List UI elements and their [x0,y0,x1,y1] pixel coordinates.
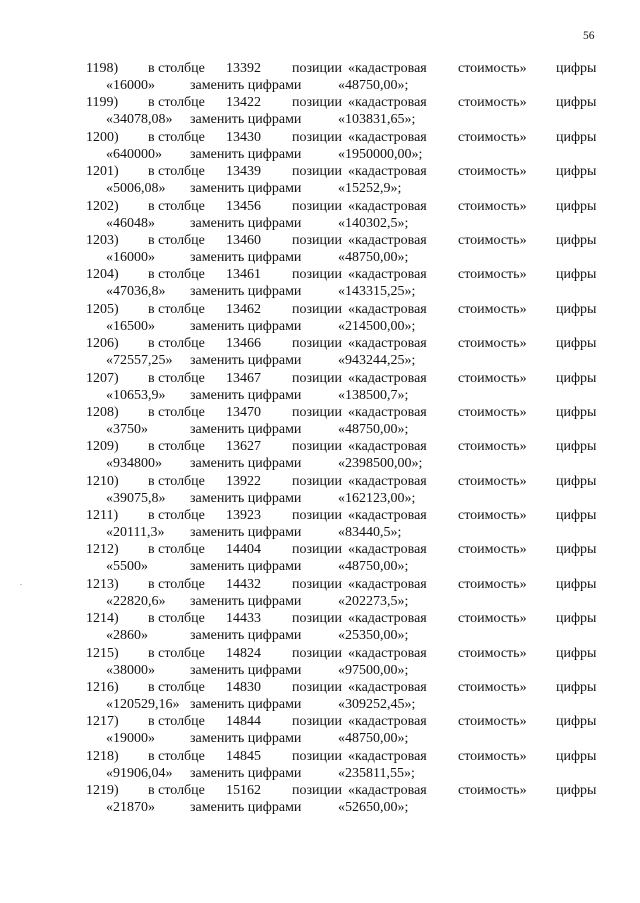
in-column-label: в столбце [148,336,205,352]
column-number: 14830 [226,680,261,696]
digits-label: цифры [556,95,597,111]
position-label: позиции [292,783,342,799]
new-value: «52650,00»; [338,800,409,816]
column-number: 13439 [226,164,261,180]
entry-line-2 [0,662,640,679]
position-label: позиции [292,198,342,214]
new-value: «138500,7»; [338,387,409,403]
old-value: «934800» [106,456,162,472]
entry-line-2 [0,490,640,507]
list-item [0,679,640,713]
old-value: «120529,16» [106,697,180,713]
value-label: стоимость» [458,542,527,558]
entry-number: 1198) [86,61,119,76]
list-item [0,129,640,163]
cadastral-label: «кадастровая [348,336,427,352]
value-label: стоимость» [458,61,527,76]
column-number: 13422 [226,95,261,111]
entry-line-1 [0,129,640,146]
entry-line-1 [0,610,640,627]
digits-label: цифры [556,645,597,661]
replace-label: заменить цифрами [190,765,302,781]
entry-number: 1218) [86,748,119,764]
position-label: позиции [292,439,342,455]
list-item [0,94,640,128]
list-item [0,163,640,197]
column-number: 13430 [226,129,261,145]
value-label: стоимость» [458,748,527,764]
digits-label: цифры [556,164,597,180]
old-value: «22820,6» [106,593,166,609]
value-label: стоимость» [458,129,527,145]
old-value: «16000» [106,249,155,265]
value-label: стоимость» [458,473,527,489]
entry-line-1 [0,404,640,421]
entry-line-2 [0,283,640,300]
old-value: «91906,04» [106,765,173,781]
old-value: «5500» [106,559,148,575]
in-column-label: в столбце [148,783,205,799]
in-column-label: в столбце [148,645,205,661]
list-item [0,404,640,438]
entry-number: 1209) [86,439,119,455]
replace-label: заменить цифрами [190,525,302,541]
replace-label: заменить цифрами [190,284,302,300]
entry-line-1 [0,679,640,696]
replace-label: заменить цифрами [190,249,302,265]
in-column-label: в столбце [148,680,205,696]
list-item [0,266,640,300]
column-number: 14824 [226,645,261,661]
position-label: позиции [292,61,342,76]
position-label: позиции [292,95,342,111]
digits-label: цифры [556,232,597,248]
entry-number: 1204) [86,267,119,283]
entry-line-1 [0,266,640,283]
new-value: «1950000,00»; [338,146,423,162]
digits-label: цифры [556,783,597,799]
replace-label: заменить цифрами [190,353,302,369]
replace-label: заменить цифрами [190,318,302,334]
new-value: «202273,5»; [338,593,409,609]
in-column-label: в столбце [148,714,205,730]
position-label: позиции [292,164,342,180]
digits-label: цифры [556,542,597,558]
digits-label: цифры [556,508,597,524]
cadastral-label: «кадастровая [348,164,427,180]
entry-number: 1217) [86,714,119,730]
in-column-label: в столбце [148,748,205,764]
entry-number: 1210) [86,473,119,489]
entry-line-2 [0,249,640,266]
replace-label: заменить цифрами [190,215,302,231]
digits-label: цифры [556,267,597,283]
replace-label: заменить цифрами [190,421,302,437]
value-label: стоимость» [458,439,527,455]
digits-label: цифры [556,611,597,627]
entry-line-2 [0,77,640,94]
entry-line-2 [0,593,640,610]
value-label: стоимость» [458,95,527,111]
digits-label: цифры [556,198,597,214]
entry-number: 1213) [86,576,119,592]
entry-number: 1216) [86,680,119,696]
position-label: позиции [292,301,342,317]
entry-line-1 [0,541,640,558]
entry-line-2 [0,558,640,575]
digits-label: цифры [556,404,597,420]
list-item [0,301,640,335]
entry-line-2 [0,387,640,404]
old-value: «16500» [106,318,155,334]
old-value: «16000» [106,78,155,93]
replace-label: заменить цифрами [190,697,302,713]
position-label: позиции [292,508,342,524]
list-item [0,645,640,679]
column-number: 15162 [226,783,261,799]
column-number: 14404 [226,542,261,558]
in-column-label: в столбце [148,611,205,627]
digits-label: цифры [556,714,597,730]
entry-line-1 [0,60,640,77]
digits-label: цифры [556,748,597,764]
cadastral-label: «кадастровая [348,267,427,283]
entry-line-1 [0,576,640,593]
value-label: стоимость» [458,301,527,317]
column-number: 13392 [226,61,261,76]
digits-label: цифры [556,61,597,76]
cadastral-label: «кадастровая [348,95,427,111]
cadastral-label: «кадастровая [348,714,427,730]
cadastral-label: «кадастровая [348,129,427,145]
replace-label: заменить цифрами [190,78,302,93]
column-number: 13922 [226,473,261,489]
new-value: «140302,5»; [338,215,409,231]
list-item [0,438,640,472]
cadastral-label: «кадастровая [348,61,427,76]
digits-label: цифры [556,129,597,145]
in-column-label: в столбце [148,404,205,420]
value-label: стоимость» [458,232,527,248]
position-label: позиции [292,129,342,145]
old-value: «47036,8» [106,284,166,300]
cadastral-label: «кадастровая [348,645,427,661]
entry-number: 1215) [86,645,119,661]
entry-line-2 [0,765,640,782]
position-label: позиции [292,336,342,352]
old-value: «38000» [106,662,155,678]
entry-line-1 [0,438,640,455]
in-column-label: в столбце [148,61,205,76]
replace-label: заменить цифрами [190,662,302,678]
entry-number: 1201) [86,164,119,180]
entry-number: 1200) [86,129,119,145]
new-value: «235811,55»; [338,765,415,781]
old-value: «46048» [106,215,155,231]
new-value: «25350,00»; [338,628,409,644]
entry-line-1 [0,713,640,730]
entry-line-2 [0,352,640,369]
cadastral-label: «кадастровая [348,783,427,799]
cadastral-label: «кадастровая [348,370,427,386]
value-label: стоимость» [458,783,527,799]
digits-label: цифры [556,576,597,592]
entry-line-1 [0,301,640,318]
entry-line-2 [0,180,640,197]
position-label: позиции [292,576,342,592]
column-number: 14844 [226,714,261,730]
new-value: «2398500,00»; [338,456,423,472]
new-value: «48750,00»; [338,559,409,575]
digits-label: цифры [556,301,597,317]
list-item [0,748,640,782]
column-number: 13467 [226,370,261,386]
position-label: позиции [292,680,342,696]
entry-line-2 [0,111,640,128]
old-value: «3750» [106,421,148,437]
replace-label: заменить цифрами [190,800,302,816]
entry-number: 1207) [86,370,119,386]
value-label: стоимость» [458,370,527,386]
page-number: 56 [583,30,595,42]
list-item [0,507,640,541]
old-value: «640000» [106,146,162,162]
in-column-label: в столбце [148,198,205,214]
in-column-label: в столбце [148,508,205,524]
position-label: позиции [292,404,342,420]
entry-number: 1199) [86,95,119,111]
old-value: «20111,3» [106,525,165,541]
entry-line-1 [0,94,640,111]
value-label: стоимость» [458,611,527,627]
list-item [0,60,640,94]
entry-line-1 [0,335,640,352]
value-label: стоимость» [458,714,527,730]
old-value: «2860» [106,628,148,644]
in-column-label: в столбце [148,542,205,558]
cadastral-label: «кадастровая [348,473,427,489]
entry-line-1 [0,163,640,180]
column-number: 13456 [226,198,261,214]
column-number: 13461 [226,267,261,283]
entry-line-2 [0,627,640,644]
entry-line-2 [0,455,640,472]
value-label: стоимость» [458,680,527,696]
list-item [0,713,640,747]
in-column-label: в столбце [148,576,205,592]
new-value: «15252,9»; [338,181,402,197]
column-number: 13466 [226,336,261,352]
new-value: «943244,25»; [338,353,416,369]
column-number: 14433 [226,611,261,627]
new-value: «48750,00»; [338,249,409,265]
position-label: позиции [292,542,342,558]
entry-number: 1211) [86,508,119,524]
new-value: «97500,00»; [338,662,409,678]
entry-line-1 [0,370,640,387]
entry-line-2 [0,524,640,541]
old-value: «72557,25» [106,353,173,369]
old-value: «21870» [106,800,155,816]
cadastral-label: «кадастровая [348,301,427,317]
list-item [0,232,640,266]
cadastral-label: «кадастровая [348,680,427,696]
list-item [0,541,640,575]
replace-label: заменить цифрами [190,387,302,403]
old-value: «5006,08» [106,181,166,197]
list-item [0,335,640,369]
cadastral-label: «кадастровая [348,439,427,455]
column-number: 14845 [226,748,261,764]
value-label: стоимость» [458,164,527,180]
replace-label: заменить цифрами [190,559,302,575]
entry-line-2 [0,318,640,335]
value-label: стоимость» [458,267,527,283]
position-label: позиции [292,645,342,661]
in-column-label: в столбце [148,301,205,317]
digits-label: цифры [556,370,597,386]
old-value: «39075,8» [106,490,166,506]
in-column-label: в столбце [148,370,205,386]
entry-line-1 [0,645,640,662]
list-item [0,782,640,816]
replace-label: заменить цифрами [190,112,302,128]
entry-number: 1214) [86,611,119,627]
entry-line-2 [0,696,640,713]
value-label: стоимость» [458,404,527,420]
entry-line-2 [0,799,640,816]
replace-label: заменить цифрами [190,628,302,644]
new-value: «309252,45»; [338,697,416,713]
entry-number: 1202) [86,198,119,214]
in-column-label: в столбце [148,267,205,283]
cadastral-label: «кадастровая [348,542,427,558]
replace-label: заменить цифрами [190,490,302,506]
entry-line-1 [0,507,640,524]
digits-label: цифры [556,680,597,696]
position-label: позиции [292,611,342,627]
column-number: 14432 [226,576,261,592]
cadastral-label: «кадастровая [348,508,427,524]
entry-line-2 [0,730,640,747]
list-item [0,610,640,644]
column-number: 13923 [226,508,261,524]
new-value: «162123,00»; [338,490,416,506]
value-label: стоимость» [458,198,527,214]
column-number: 13470 [226,404,261,420]
digits-label: цифры [556,439,597,455]
replace-label: заменить цифрами [190,146,302,162]
cadastral-label: «кадастровая [348,611,427,627]
entry-number: 1212) [86,542,119,558]
in-column-label: в столбце [148,439,205,455]
position-label: позиции [292,232,342,248]
position-label: позиции [292,748,342,764]
in-column-label: в столбце [148,95,205,111]
value-label: стоимость» [458,336,527,352]
replace-label: заменить цифрами [190,181,302,197]
replace-label: заменить цифрами [190,731,302,747]
new-value: «214500,00»; [338,318,416,334]
cadastral-label: «кадастровая [348,404,427,420]
cadastral-label: «кадастровая [348,232,427,248]
digits-label: цифры [556,336,597,352]
entry-number: 1203) [86,232,119,248]
entry-line-1 [0,232,640,249]
old-value: «10653,9» [106,387,166,403]
cadastral-label: «кадастровая [348,748,427,764]
entry-line-2 [0,215,640,232]
old-value: «34078,08» [106,112,173,128]
entry-number: 1205) [86,301,119,317]
list-item [0,473,640,507]
entry-line-1 [0,782,640,799]
position-label: позиции [292,714,342,730]
new-value: «83440,5»; [338,525,402,541]
new-value: «103831,65»; [338,112,416,128]
entry-line-1 [0,198,640,215]
column-number: 13460 [226,232,261,248]
list-item [0,198,640,232]
old-value: «19000» [106,731,155,747]
position-label: позиции [292,473,342,489]
list-item [0,576,640,610]
position-label: позиции [292,267,342,283]
value-label: стоимость» [458,508,527,524]
amendment-list [0,60,640,817]
column-number: 13627 [226,439,261,455]
new-value: «48750,00»; [338,421,409,437]
in-column-label: в столбце [148,129,205,145]
stray-mark: . [20,578,22,587]
cadastral-label: «кадастровая [348,576,427,592]
position-label: позиции [292,370,342,386]
list-item [0,370,640,404]
column-number: 13462 [226,301,261,317]
value-label: стоимость» [458,576,527,592]
new-value: «48750,00»; [338,78,409,93]
entry-number: 1208) [86,404,119,420]
cadastral-label: «кадастровая [348,198,427,214]
value-label: стоимость» [458,645,527,661]
digits-label: цифры [556,473,597,489]
in-column-label: в столбце [148,232,205,248]
replace-label: заменить цифрами [190,593,302,609]
entry-line-1 [0,473,640,490]
entry-line-2 [0,146,640,163]
in-column-label: в столбце [148,473,205,489]
entry-number: 1219) [86,783,119,799]
new-value: «143315,25»; [338,284,416,300]
replace-label: заменить цифрами [190,456,302,472]
entry-line-2 [0,421,640,438]
entry-number: 1206) [86,336,119,352]
in-column-label: в столбце [148,164,205,180]
entry-line-1 [0,748,640,765]
new-value: «48750,00»; [338,731,409,747]
